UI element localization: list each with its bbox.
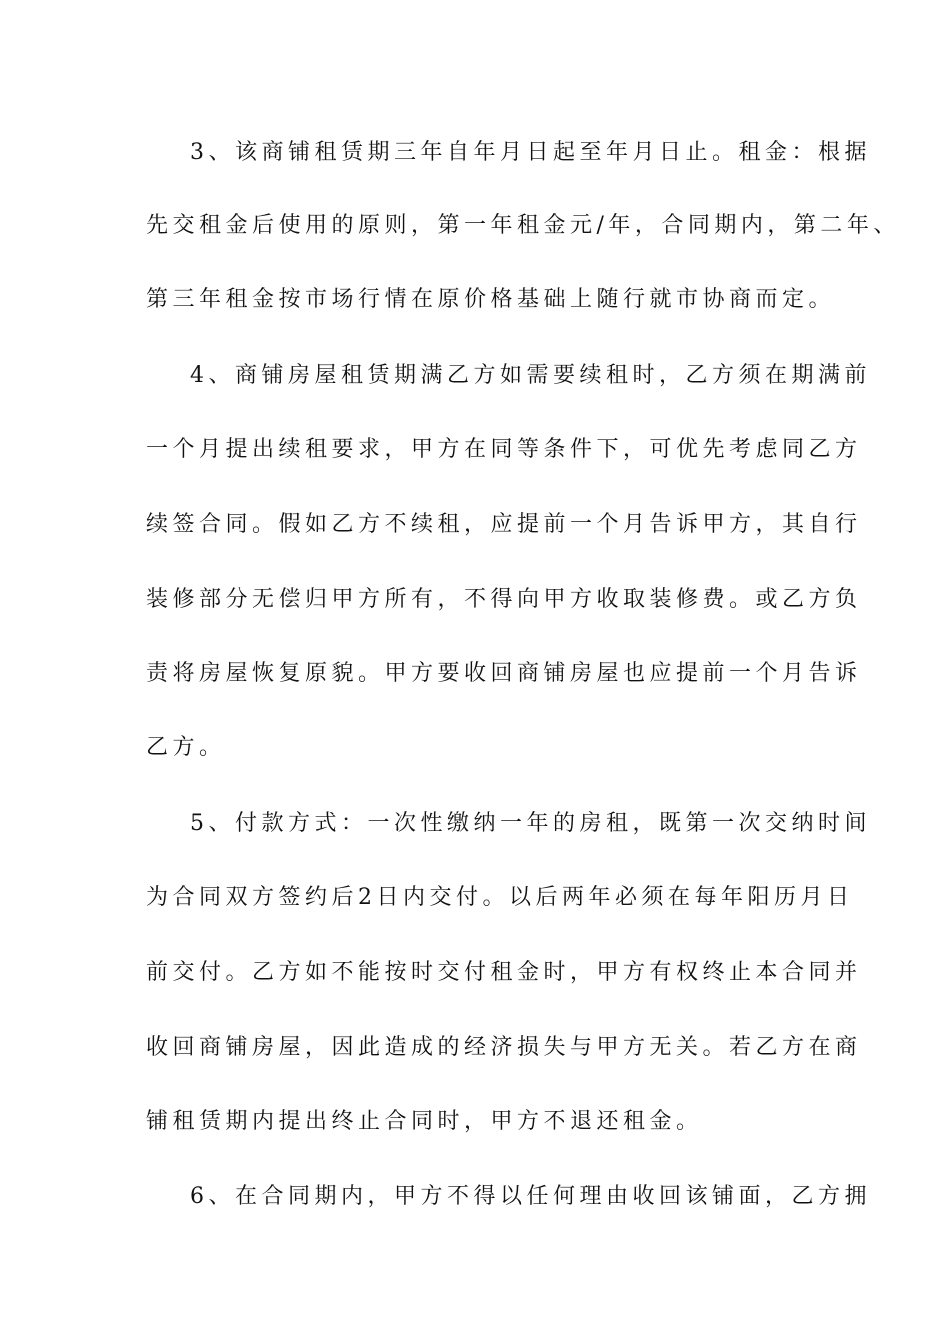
paragraph-3-line-3: 第三年租金按市场行情在原价格基础上随行就市协商而定。 [146,287,836,312]
paragraph-4-line-6: 乙方。 [146,735,226,760]
paragraph-4-line-4: 装修部分无偿归甲方所有，不得向甲方收取装修费。或乙方负 [146,587,862,612]
paragraph-5-line-2: 为合同双方签约后2日内交付。以后两年必须在每年阳历月日 [146,885,854,910]
paragraph-4-line-3: 续签合同。假如乙方不续租，应提前一个月告诉甲方，其自行 [146,512,862,537]
paragraph-3-line-1: 3、该商铺租赁期三年自年月日起至年月日止。租金：根据 [190,140,871,165]
paragraph-4-line-1: 4、商铺房屋租赁期满乙方如需要续租时，乙方须在期满前 [190,363,871,388]
paragraph-4-line-2: 一个月提出续租要求，甲方在同等条件下，可优先考虑同乙方 [146,437,862,462]
paragraph-6-line-1: 6、在合同期内，甲方不得以任何理由收回该铺面，乙方拥 [190,1184,871,1209]
paragraph-5-line-1: 5、付款方式：一次性缴纳一年的房租，既第一次交纳时间 [190,811,871,836]
paragraph-4-line-5: 责将房屋恢复原貌。甲方要收回商铺房屋也应提前一个月告诉 [146,661,862,686]
paragraph-3-line-2: 先交租金后使用的原则，第一年租金元/年，合同期内，第二年、 [146,213,900,238]
paragraph-5-line-4: 收回商铺房屋，因此造成的经济损失与甲方无关。若乙方在商 [146,1035,862,1060]
paragraph-5-line-5: 铺租赁期内提出终止合同时，甲方不退还租金。 [146,1109,703,1134]
paragraph-5-line-3: 前交付。乙方如不能按时交付租金时，甲方有权终止本合同并 [146,960,862,985]
